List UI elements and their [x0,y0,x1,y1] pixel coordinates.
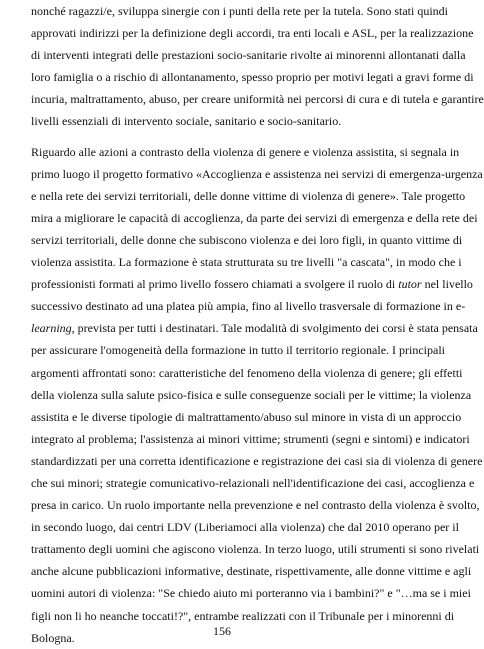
paragraph-gap [31,133,443,141]
text-line: Bologna. [31,630,75,645]
page-number: 156 [213,624,231,638]
text-line: livelli essenziali di intervento sociale, sanitario e socio-sanitario. [31,114,342,129]
paragraph-1 [31,0,484,133]
text-line: che sui minori; strategie comunicativo-relazionali nell'identificazione dei casi, accoglienza e [31,475,475,490]
text-line: Riguardo alle azioni a contrasto della violenza di genere e violenza assistita, si segnala in [31,144,460,159]
text-line: successivo destinato ad una platea più ampia, fino al livello trasversale di formazione in e- [31,299,466,314]
text-line: assistita e le diverse tipologie di maltrattamento/abuso sul minore in vista di un approccio [31,409,462,424]
italic-term-learning: learning [31,321,72,336]
text-line: argomenti affrontati sono: caratteristiche del fenomeno della violenza di genere; gli effetti [31,365,463,380]
text-line: e nella rete dei servizi territoriali, delle donne vittime di violenza di genere». Tale progetto [31,188,466,203]
text-line: integrato al problema; l'assistenza ai minori vittime; strumenti (segni e sintomi) e indicatori [31,431,470,446]
italic-term-tutor: tutor [398,277,422,292]
text-line-with-italic [31,273,473,295]
text-line: approvati indirizzi per la definizione degli accordi, tra enti locali e ASL, per la realizzazione [31,26,474,41]
text-line: presa in carico. Un ruolo importante nella prevenzione e nel contrasto della violenza è svolto, [31,498,480,513]
text-line: incuria, maltrattamento, abuso, per creare uniformità nei percorsi di cura e di tutela e garantire [31,92,484,107]
text-segment: nel livello [421,277,473,292]
paragraph-2 [31,141,483,649]
text-line: standardizzati per una corretta identificazione e registrazione dei casi sia di violenza di genere [31,453,483,468]
text-line: di interventi integrati delle prestazioni socio-sanitarie rivolte ai minorenni allontanati dalla [31,48,466,63]
text-line: primo luogo il progetto formativo «Accoglienza e assistenza nei servizi di emergenza-urgenza [31,166,483,181]
text-line: trattamento degli uomini che agiscono violenza. In terzo luogo, utili strumenti si sono rivelati [31,542,480,557]
body-text [31,0,484,649]
text-line: uomini autori di violenza: "Se chiedo aiuto mi porteranno via i bambini?" e "…ma se i miei [31,586,471,601]
text-line-with-italic [31,317,478,339]
text-line: loro famiglia o a rischio di allontanamento, spesso proprio per motivi legati a gravi forme di [31,70,474,85]
text-line: anche alcune pubblicazioni informative, destinate, rispettivamente, alle donne vittime e agli [31,564,472,579]
text-line: servizi territoriali, delle donne che subiscono violenza e dei loro figli, in quanto vittime di [31,232,463,247]
text-segment: professionisti formati al primo livello fossero chiamati a svolgere il ruolo di [31,277,399,292]
text-line: nonché ragazzi/e, sviluppa sinergie con i punti della rete per la tutela. Sono stati quindi [31,4,448,18]
text-line: in secondo luogo, dai centri LDV (Liberiamoci alla violenza) che dal 2010 operano per il [31,520,459,535]
text-segment: , prevista per tutti i destinatari. Tale modalità di svolgimento dei corsi è stata pensata [71,321,478,336]
text-line: figli non li ho neanche toccati!?", entrambe realizzati con il Tribunale per i minorenni di [31,608,455,623]
text-line: mira a migliorare le capacità di accoglienza, da parte dei servizi di emergenza e della rete dei [31,210,478,225]
text-line: per assicurare l'omogeneità della formazione in tutto il territorio regionale. I principali [31,343,446,358]
text-line: violenza assistita. La formazione è stata strutturata su tre livelli "a cascata", in modo che i [31,255,462,270]
text-line: della violenza sulla salute psico-fisica e sulle conseguenze sociali per le vittime; la violenza [31,387,472,402]
